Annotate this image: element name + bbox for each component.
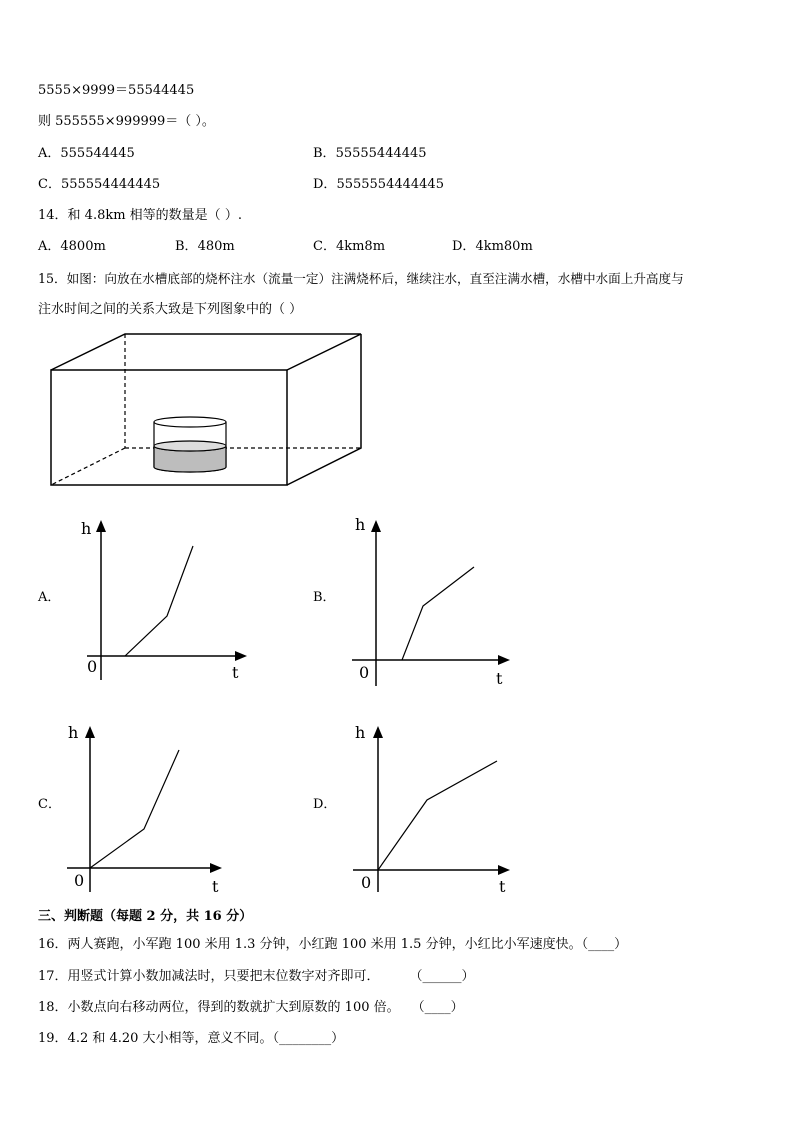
graph-a-label: A．	[38, 590, 61, 605]
q15-stem-line2: 注水时间之间的关系大致是下列图象中的（ ）	[38, 302, 303, 317]
x-arrow-icon	[235, 651, 247, 661]
x-axis-label: t	[496, 669, 503, 688]
option-text: 55555444445	[335, 146, 427, 161]
option-letter: B．	[175, 239, 198, 254]
judgment-item	[38, 968, 475, 986]
option-text: 4800m	[60, 239, 106, 254]
x-axis-label: t	[212, 877, 219, 896]
q13-option-c	[38, 176, 160, 194]
y-arrow-icon	[85, 726, 95, 738]
judgment-item	[38, 1030, 344, 1048]
answer-blank[interactable]: （________）	[272, 1031, 345, 1046]
judgment-item	[38, 999, 464, 1017]
x-arrow-icon	[210, 863, 222, 873]
graph-a	[75, 510, 265, 690]
option-letter: C．	[313, 239, 336, 254]
option-text: 4km8m	[335, 239, 386, 254]
q14-option-a	[38, 238, 106, 256]
judgment-text: 18．小数点向右移动两位，得到的数就扩大到原数的 100 倍。	[38, 1000, 400, 1015]
origin-label: 0	[87, 657, 98, 676]
graph-c-curve	[90, 750, 179, 868]
q13-option-d	[313, 176, 444, 194]
judgment-text: 17．用竖式计算小数加减法时，只要把末位数字对齐即可．	[38, 969, 380, 984]
option-letter: A．	[38, 146, 61, 161]
answer-blank[interactable]: （____）	[411, 1000, 464, 1015]
y-arrow-icon	[373, 726, 383, 738]
x-arrow-icon	[498, 655, 510, 665]
tank-top-face	[51, 334, 361, 370]
y-axis-label: h	[68, 723, 79, 742]
origin-label: 0	[359, 663, 370, 682]
q14-option-c	[313, 238, 385, 256]
graph-a-curve	[125, 546, 193, 656]
y-axis-label: h	[355, 723, 366, 742]
answer-blank[interactable]: （______）	[409, 969, 475, 984]
y-arrow-icon	[371, 520, 381, 532]
judgment-text: 19．4.2 和 4.20 大小相等，意义不同。	[38, 1031, 273, 1046]
x-axis-label: t	[232, 663, 239, 682]
option-letter: A．	[38, 239, 61, 254]
option-letter: B．	[313, 146, 336, 161]
judgment-text: 16．两人赛跑，小军跑 100 米用 1.3 分钟，小红跑 100 米用 1.5 分钟，小红比小军速度快。	[38, 937, 582, 952]
y-axis-label: h	[81, 519, 92, 538]
tank-hidden-edge	[51, 448, 125, 485]
option-letter: D．	[452, 239, 476, 254]
answer-blank[interactable]: （____）	[581, 937, 628, 952]
beaker-rim	[154, 417, 226, 427]
graph-c	[62, 718, 242, 898]
option-text: 555554444445	[60, 177, 161, 192]
option-text: 555544445	[60, 146, 135, 161]
q13-option-a	[38, 145, 135, 163]
graph-b-curve	[402, 567, 474, 660]
q13-stem: 则 555555×999999＝（ ）。	[38, 114, 215, 129]
q14-option-b	[175, 238, 235, 256]
judgment-item	[38, 936, 627, 954]
graph-d-label: D．	[313, 797, 337, 812]
q13-example: 5555×9999＝55544445	[38, 83, 195, 98]
graph-b-label: B．	[313, 590, 336, 605]
option-text: 480m	[197, 239, 235, 254]
graph-d	[350, 718, 530, 898]
x-arrow-icon	[498, 865, 510, 875]
graph-c-label: C．	[38, 797, 61, 812]
section-title: 三、判断题（每题 2 分，共 16 分）	[38, 909, 253, 924]
y-axis-label: h	[355, 515, 366, 534]
beaker	[154, 417, 226, 472]
q14-stem: 14．和 4.8km 相等的数量是（ ）.	[38, 208, 242, 223]
option-text: 5555554444445	[336, 177, 444, 192]
graph-d-curve	[378, 761, 497, 870]
tank-right-face	[287, 334, 361, 485]
beaker-water-surface	[154, 441, 226, 451]
graph-b	[350, 510, 540, 690]
option-letter: D．	[313, 177, 337, 192]
option-letter: C．	[38, 177, 61, 192]
origin-label: 0	[361, 873, 372, 892]
origin-label: 0	[74, 871, 85, 890]
y-arrow-icon	[96, 520, 106, 532]
q14-option-d	[452, 238, 533, 256]
q13-option-b	[313, 145, 427, 163]
q15-stem-line1: 15．如图：向放在水槽底部的烧杯注水（流量一定）注满烧杯后，继续注水，直至注满水槽，水槽中水面上升高度与	[38, 271, 684, 286]
x-axis-label: t	[499, 877, 506, 896]
option-text: 4km80m	[475, 239, 533, 254]
tank-beaker-figure	[48, 330, 368, 490]
